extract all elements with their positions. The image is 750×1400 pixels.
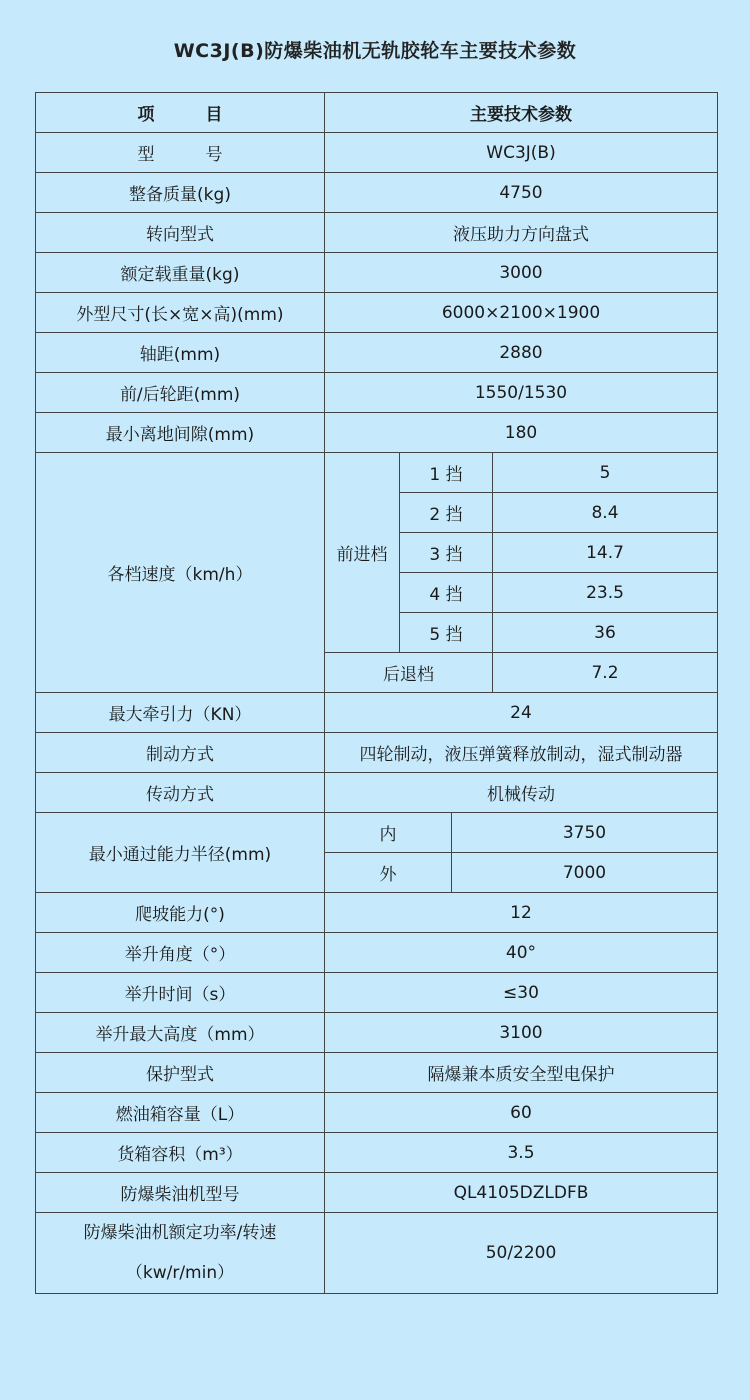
table-row bbox=[36, 1213, 718, 1294]
gear-label: 4 挡 bbox=[400, 573, 493, 613]
table-row bbox=[36, 973, 718, 1013]
row-label: 最大牵引力（KN） bbox=[36, 693, 325, 733]
forward-gear-label: 前进档 bbox=[325, 453, 400, 653]
table-row bbox=[36, 1093, 718, 1133]
table-row bbox=[36, 773, 718, 813]
gear-label: 3 挡 bbox=[400, 533, 493, 573]
row-value: 3100 bbox=[325, 1013, 718, 1053]
row-label: 防爆柴油机型号 bbox=[36, 1173, 325, 1213]
table-row bbox=[36, 373, 718, 413]
table-row bbox=[36, 893, 718, 933]
power-label bbox=[36, 1213, 325, 1294]
row-value: ≤30 bbox=[325, 973, 718, 1013]
reverse-gear-label: 后退档 bbox=[325, 653, 493, 693]
table-row bbox=[36, 453, 718, 493]
speed-label: 各档速度（km/h） bbox=[36, 453, 325, 693]
row-value: 四轮制动，液压弹簧释放制动，湿式制动器 bbox=[325, 733, 718, 773]
table-row bbox=[36, 333, 718, 373]
row-label: 转向型式 bbox=[36, 213, 325, 253]
row-label: 保护型式 bbox=[36, 1053, 325, 1093]
power-value: 50/2200 bbox=[325, 1213, 718, 1294]
table-row bbox=[36, 1013, 718, 1053]
gear-value: 5 bbox=[493, 453, 718, 493]
table-row bbox=[36, 1133, 718, 1173]
row-value: 3000 bbox=[325, 253, 718, 293]
row-label: 举升角度（°） bbox=[36, 933, 325, 973]
radius-label: 最小通过能力半径(mm) bbox=[36, 813, 325, 893]
row-label: 整备质量(kg) bbox=[36, 173, 325, 213]
row-label: 型 号 bbox=[36, 133, 325, 173]
table-row bbox=[36, 253, 718, 293]
gear-value: 23.5 bbox=[493, 573, 718, 613]
table-row bbox=[36, 733, 718, 773]
gear-label: 2 挡 bbox=[400, 493, 493, 533]
row-label: 最小离地间隙(mm) bbox=[36, 413, 325, 453]
table-row bbox=[36, 133, 718, 173]
row-value: 6000×2100×1900 bbox=[325, 293, 718, 333]
row-label: 前/后轮距(mm) bbox=[36, 373, 325, 413]
row-value: 隔爆兼本质安全型电保护 bbox=[325, 1053, 718, 1093]
gear-label: 5 挡 bbox=[400, 613, 493, 653]
row-label: 举升最大高度（mm） bbox=[36, 1013, 325, 1053]
row-value: 60 bbox=[325, 1093, 718, 1133]
radius-outer-value: 7000 bbox=[452, 853, 718, 893]
row-value: 2880 bbox=[325, 333, 718, 373]
gear-value: 14.7 bbox=[493, 533, 718, 573]
table-row bbox=[36, 813, 718, 853]
table-row bbox=[36, 1173, 718, 1213]
row-value: 3.5 bbox=[325, 1133, 718, 1173]
row-value: 12 bbox=[325, 893, 718, 933]
spec-table bbox=[35, 92, 718, 1294]
table-row bbox=[36, 693, 718, 733]
row-label: 举升时间（s） bbox=[36, 973, 325, 1013]
table-row bbox=[36, 173, 718, 213]
header-param: 主要技术参数 bbox=[325, 93, 718, 133]
gear-value: 8.4 bbox=[493, 493, 718, 533]
gear-value: 36 bbox=[493, 613, 718, 653]
table-row bbox=[36, 933, 718, 973]
row-label: 货箱容积（m³） bbox=[36, 1133, 325, 1173]
row-value: 180 bbox=[325, 413, 718, 453]
row-value: 机械传动 bbox=[325, 773, 718, 813]
row-value: 24 bbox=[325, 693, 718, 733]
row-label: 制动方式 bbox=[36, 733, 325, 773]
row-label: 额定载重量(kg) bbox=[36, 253, 325, 293]
row-label: 轴距(mm) bbox=[36, 333, 325, 373]
radius-inner-label: 内 bbox=[325, 813, 452, 853]
table-row bbox=[36, 213, 718, 253]
header-item: 项 目 bbox=[36, 93, 325, 133]
page-title: WC3J(B)防爆柴油机无轨胶轮车主要技术参数 bbox=[173, 40, 577, 62]
row-value: 1550/1530 bbox=[325, 373, 718, 413]
row-label: 爬坡能力(°) bbox=[36, 893, 325, 933]
table-row bbox=[36, 413, 718, 453]
row-value: WC3J(B) bbox=[325, 133, 718, 173]
row-label: 燃油箱容量（L） bbox=[36, 1093, 325, 1133]
reverse-gear-value: 7.2 bbox=[493, 653, 718, 693]
table-row bbox=[36, 293, 718, 333]
table-header-row bbox=[36, 93, 718, 133]
radius-inner-value: 3750 bbox=[452, 813, 718, 853]
table-row bbox=[36, 1053, 718, 1093]
row-value: 液压助力方向盘式 bbox=[325, 213, 718, 253]
gear-label: 1 挡 bbox=[400, 453, 493, 493]
row-value: 4750 bbox=[325, 173, 718, 213]
power-label-line2: （kw/r/min） bbox=[125, 1263, 235, 1283]
power-label-line1: 防爆柴油机额定功率/转速 bbox=[83, 1223, 277, 1243]
row-label: 传动方式 bbox=[36, 773, 325, 813]
row-value: 40° bbox=[325, 933, 718, 973]
radius-outer-label: 外 bbox=[325, 853, 452, 893]
row-label: 外型尺寸(长×宽×高)(mm) bbox=[36, 293, 325, 333]
row-value: QL4105DZLDFB bbox=[325, 1173, 718, 1213]
